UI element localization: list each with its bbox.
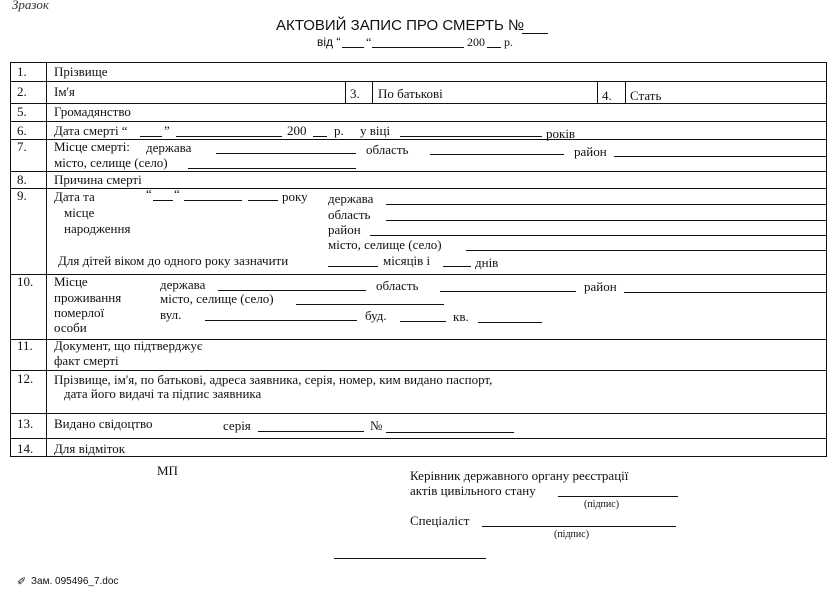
applicant-label: Прізвище, ім'я, по батькові, адреса заявника, серія, номер, ким видано паспорт,	[54, 372, 493, 387]
head-label: Керівник державного органу реєстрації	[410, 468, 629, 483]
building-label: буд.	[365, 308, 387, 323]
date-day-line[interactable]	[342, 47, 364, 48]
birth-label: народження	[64, 221, 131, 236]
residence-district-line[interactable]	[624, 292, 826, 293]
residence-label: померлої	[54, 305, 105, 320]
age-label: у віці	[360, 123, 391, 138]
number-label: №	[370, 418, 383, 433]
city-label: місто, селище (село)	[54, 155, 168, 170]
row-num: 10.	[17, 274, 34, 289]
district-label: район	[584, 279, 617, 294]
row-num: 7.	[17, 139, 27, 154]
watermark: Зразок	[12, 0, 49, 12]
row-num: 3.	[350, 86, 360, 101]
sex-label: Стать	[630, 88, 662, 103]
applicant-label: дата його видачі та підпис заявника	[64, 386, 262, 401]
order-icon: ✐	[17, 576, 27, 588]
signature-caption: (підпис)	[584, 499, 620, 510]
row-num: 4.	[602, 88, 612, 103]
record-number-line[interactable]	[522, 33, 548, 34]
death-city-line[interactable]	[188, 168, 356, 169]
specialist-label: Спеціаліст	[410, 513, 470, 528]
year-label: 200	[287, 123, 307, 138]
row-num: 1.	[17, 64, 27, 79]
state-label: держава	[160, 277, 206, 292]
date-year-suffix: р.	[504, 35, 513, 49]
death-district-line[interactable]	[614, 156, 826, 157]
birth-region-line[interactable]	[386, 220, 826, 221]
row-num: 13.	[17, 416, 34, 431]
birth-district-line[interactable]	[370, 235, 826, 236]
row-num: 9.	[17, 188, 27, 203]
head-signature-line[interactable]	[558, 496, 678, 497]
head-label: актів цивільного стану	[410, 483, 536, 498]
city-label: місто, селище (село)	[160, 291, 274, 306]
date-from-label: від “	[317, 35, 341, 49]
death-year-line[interactable]	[313, 136, 327, 137]
number-line[interactable]	[386, 432, 514, 433]
death-cause-label: Причина смерті	[54, 172, 142, 187]
birth-label: Дата та	[54, 189, 95, 204]
series-label: серія	[223, 418, 251, 433]
residence-city-line[interactable]	[296, 304, 444, 305]
region-label: область	[366, 142, 409, 157]
quote: ”	[164, 123, 170, 138]
state-label: держава	[146, 140, 192, 155]
days-label: днів	[475, 255, 499, 270]
state-label: держава	[328, 191, 374, 206]
row-num: 11.	[17, 338, 33, 353]
notes-label: Для відміток	[54, 441, 126, 456]
birth-month-line[interactable]	[184, 200, 242, 201]
citizenship-label: Громадянство	[54, 104, 131, 119]
residence-label: Місце	[54, 274, 88, 289]
bottom-line	[334, 558, 486, 559]
date-quote: “	[366, 35, 372, 49]
region-label: область	[376, 278, 419, 293]
birth-city-line[interactable]	[466, 250, 826, 251]
surname-label: Прізвище	[54, 64, 108, 79]
birth-label: місце	[64, 205, 95, 220]
seal-label: МП	[157, 463, 178, 478]
region-label: область	[328, 207, 371, 222]
row-num: 14.	[17, 441, 34, 456]
death-date-label: Дата смерті “	[54, 123, 128, 138]
specialist-signature-line[interactable]	[482, 526, 676, 527]
quote: “	[174, 186, 180, 201]
children-label: Для дітей віком до одного року зазначити	[58, 253, 289, 268]
certificate-label: Видано свідоцтво	[54, 416, 153, 431]
age-line[interactable]	[400, 136, 542, 137]
residence-label: проживання	[54, 290, 122, 305]
order-number: Зам. 095496_7.doc	[31, 576, 119, 587]
patronymic-label: По батькові	[378, 86, 443, 101]
row-num: 8.	[17, 172, 27, 187]
row-num: 12.	[17, 371, 34, 386]
death-month-line[interactable]	[176, 136, 282, 137]
building-line[interactable]	[400, 321, 446, 322]
birth-day-line[interactable]	[153, 200, 173, 201]
birth-year-line[interactable]	[248, 200, 278, 201]
district-label: район	[574, 144, 607, 159]
row-num: 2.	[17, 84, 27, 99]
apartment-label: кв.	[453, 309, 469, 324]
street-line[interactable]	[205, 320, 357, 321]
row-num: 6.	[17, 123, 27, 138]
street-label: вул.	[160, 307, 182, 322]
date-year-label: 200	[467, 35, 485, 49]
quote: “	[146, 186, 152, 201]
district-label: район	[328, 222, 361, 237]
residence-label: особи	[54, 320, 87, 335]
years-label: років	[546, 126, 576, 141]
series-line[interactable]	[258, 431, 364, 432]
months-line[interactable]	[328, 266, 378, 267]
residence-region-line[interactable]	[440, 291, 576, 292]
document-label: факт смерті	[54, 353, 119, 368]
death-state-line[interactable]	[216, 153, 356, 154]
months-label: місяців і	[383, 253, 431, 268]
days-line[interactable]	[443, 266, 471, 267]
page-title: АКТОВИЙ ЗАПИС ПРО СМЕРТЬ №	[276, 17, 525, 34]
signature-caption: (підпис)	[554, 529, 590, 540]
death-day-line[interactable]	[140, 136, 162, 137]
birth-state-line[interactable]	[386, 204, 826, 205]
year-suffix: р.	[334, 123, 344, 138]
date-month-line[interactable]	[372, 47, 464, 48]
death-place-label: Місце смерті:	[54, 139, 130, 154]
name-label: Ім'я	[54, 84, 75, 99]
year-word: року	[282, 189, 308, 204]
death-region-line[interactable]	[430, 154, 564, 155]
date-year-line[interactable]	[487, 47, 501, 48]
apartment-line[interactable]	[478, 322, 542, 323]
city-label: місто, селище (село)	[328, 237, 442, 252]
row-num: 5.	[17, 104, 27, 119]
document-label: Документ, що підтверджує	[54, 338, 203, 353]
